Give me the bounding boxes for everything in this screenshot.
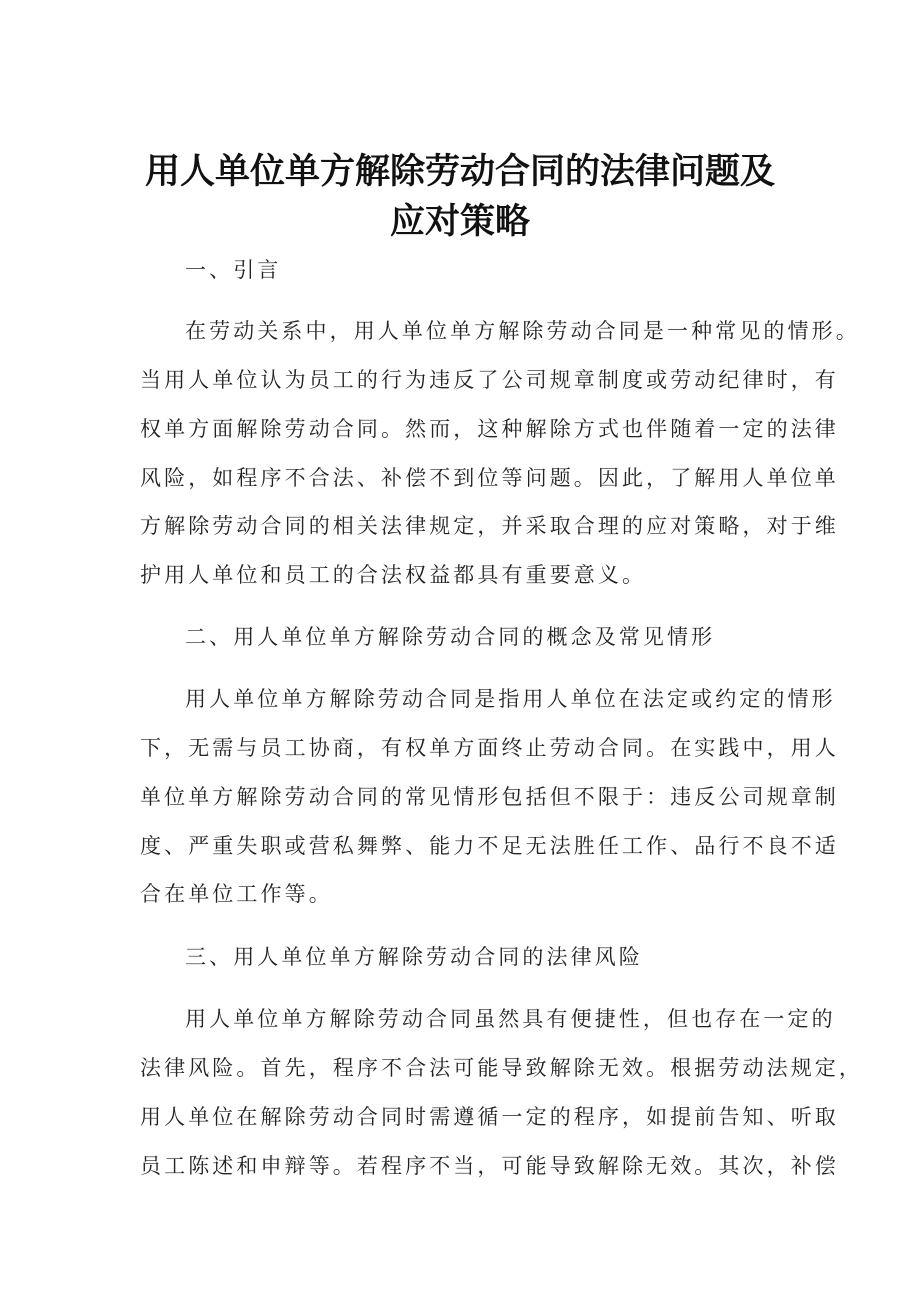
paragraph-line: 护用人单位和员工的合法权益都具有重要意义。 xyxy=(140,563,647,587)
paragraph-line: 风险，如程序不合法、补偿不到位等问题。因此，了解用人单位单 xyxy=(140,466,839,490)
document-title-line-2: 应对策略 xyxy=(389,202,530,242)
paragraph-line: 下，无需与员工协商，有权单方面终止劳动合同。在实践中，用人 xyxy=(140,736,839,760)
paragraph-line: 度、严重失职或营私舞弊、能力不足无法胜任工作、品行不良不适 xyxy=(140,834,839,858)
paragraph-line: 用人单位单方解除劳动合同是指用人单位在法定或约定的情形 xyxy=(185,687,836,711)
paragraph-line: 合在单位工作等。 xyxy=(140,882,333,906)
section-heading-legal-risks: 三、用人单位单方解除劳动合同的法律风险 xyxy=(185,945,643,969)
section-heading-concept: 二、用人单位单方解除劳动合同的概念及常见情形 xyxy=(185,625,716,649)
paragraph-line: 员工陈述和申辩等。若程序不当，可能导致解除无效。其次，补偿 xyxy=(140,1154,839,1178)
paragraph-line: 法律风险。首先，程序不合法可能导致解除无效。根据劳动法规定， xyxy=(140,1056,863,1080)
paragraph-line: 在劳动关系中，用人单位单方解除劳动合同是一种常见的情形。 xyxy=(185,319,860,343)
paragraph-line: 权单方面解除劳动合同。然而，这种解除方式也伴随着一定的法律 xyxy=(140,417,839,441)
document-title-line-1: 用人单位单方解除劳动合同的法律问题及 xyxy=(144,152,775,192)
paragraph-line: 用人单位在解除劳动合同时需遵循一定的程序，如提前告知、听取 xyxy=(140,1105,839,1129)
paragraph-line: 用人单位单方解除劳动合同虽然具有便捷性，但也存在一定的 xyxy=(185,1007,836,1031)
section-heading-introduction: 一、引言 xyxy=(185,258,282,282)
paragraph-line: 方解除劳动合同的相关法律规定，并采取合理的应对策略，对于维 xyxy=(140,514,839,538)
paragraph-line: 当用人单位认为员工的行为违反了公司规章制度或劳动纪律时，有 xyxy=(140,368,839,392)
paragraph-line: 单位单方解除劳动合同的常见情形包括但不限于：违反公司规章制 xyxy=(140,785,839,809)
